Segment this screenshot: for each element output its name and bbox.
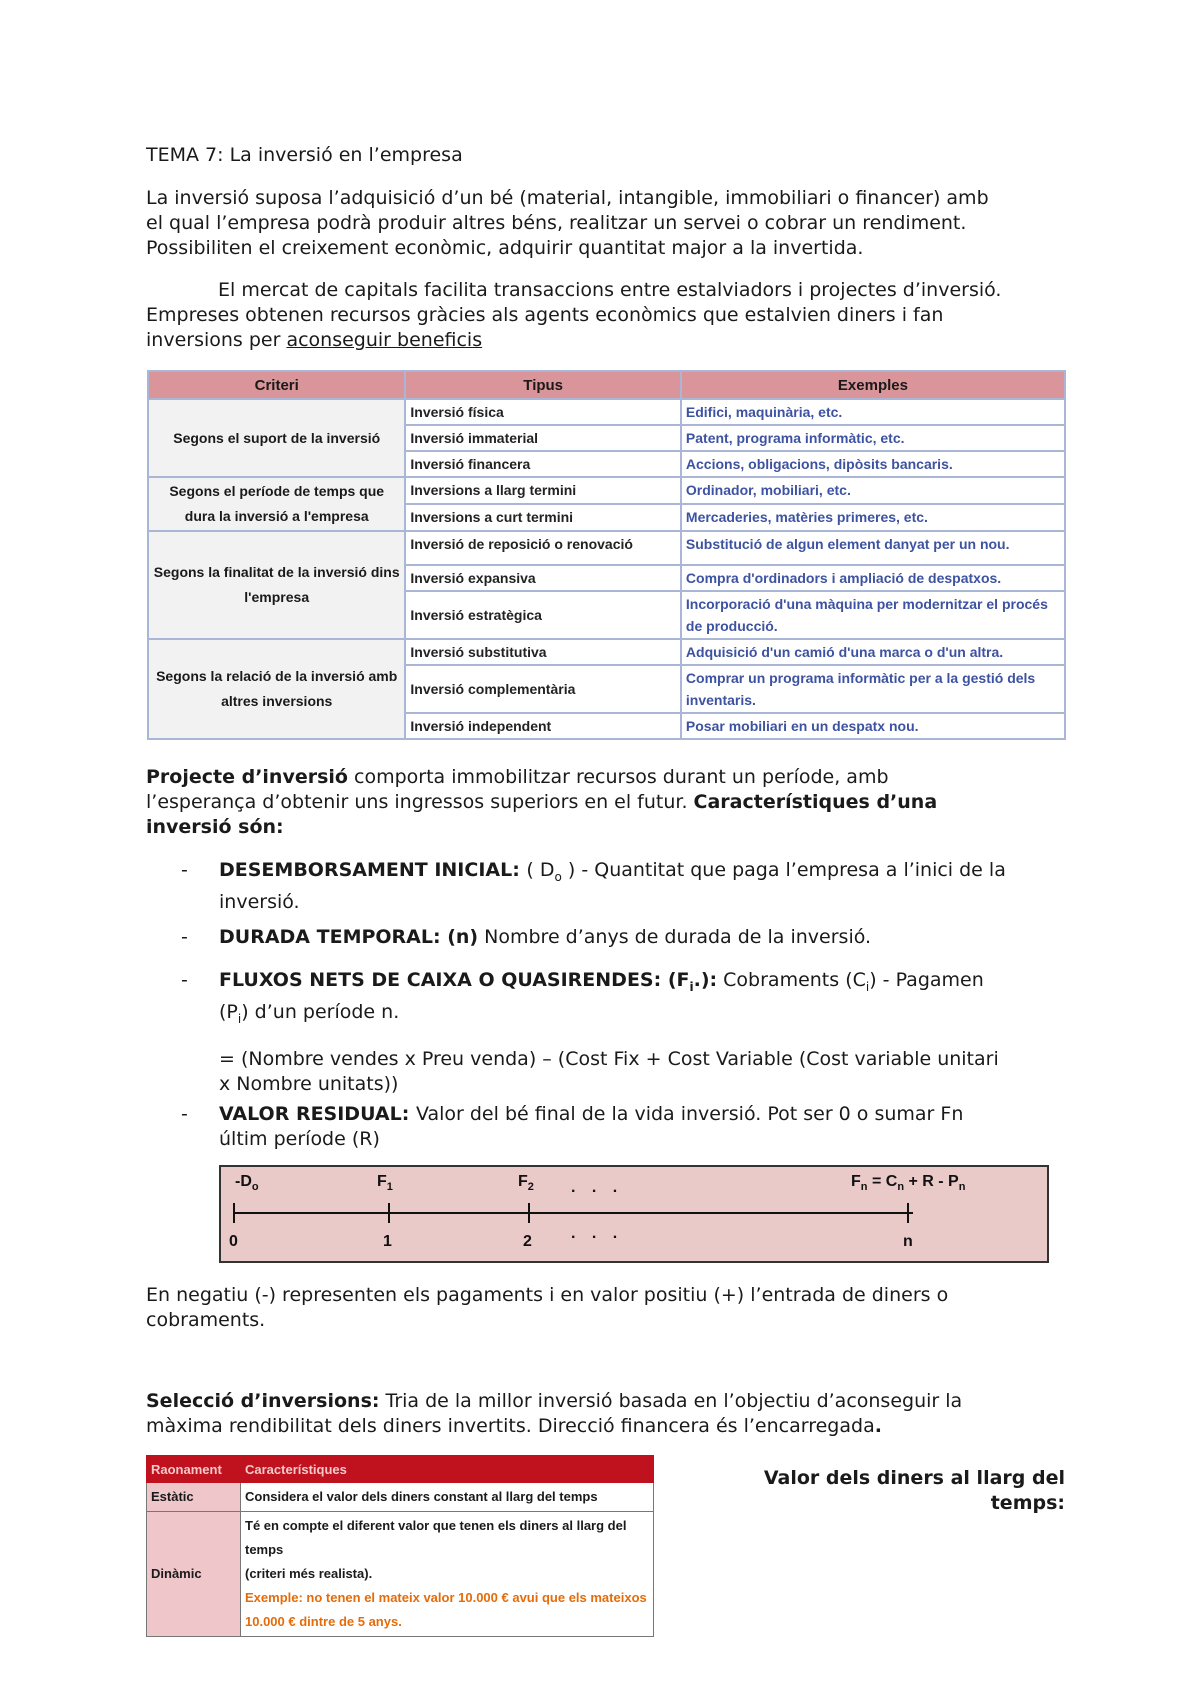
tipus-cell: Inversió física [405,399,680,425]
table-row [148,639,1065,665]
tipus-cell: Inversió immaterial [405,425,680,451]
valor-heading [720,1466,1065,1516]
bold-term: VALOR RESIDUAL: [219,1103,416,1125]
formula-line: = (Nombre vendes x Preu venda) – (Cost Fix + Cost Variable (Cost variable unitari [219,1047,999,1070]
tipus-cell: Inversió de reposició o renovació [405,531,680,565]
bullet-dash: - [181,969,188,991]
bullet-dash: - [181,1103,188,1125]
header-caracteristiques: Característiques [241,1456,654,1483]
list-item-desemborsament [219,858,1069,915]
raonament-table [146,1455,654,1637]
exemple-cell: Edifici, maquinària, etc. [681,399,1065,425]
underlined-text: aconseguir beneficis [286,329,483,351]
bold-term: DESEMBORSAMENT INICIAL: [219,859,527,881]
list-item-line [219,968,1069,1000]
list-item-durada [219,925,1069,950]
raonament-key: Estàtic [147,1483,241,1512]
subscript: o [251,1181,259,1194]
criteri-cell: Segons el període de temps que dura la inversió a l'empresa [148,477,405,531]
page-title: TEMA 7: La inversió en l’empresa [146,144,463,166]
seleccio-text: Tria de la millor inversió basada en l’objectiu d’aconseguir la [379,1390,963,1412]
item-text: ) - Pagamen [869,969,984,991]
valor-line: temps: [990,1492,1065,1514]
intro-line: La inversió suposa l’adquisició d’un bé (material, intangible, immobiliari o financer) amb [146,187,989,209]
exemple-cell: Substitució de algun element danyat per un nou. [681,531,1065,565]
header-tipus: Tipus [405,371,680,399]
list-item-line: inversió. [219,890,300,913]
intro-line: el qual l’empresa podrà produir altres béns, realitzar un servei o cobrar un rendiment. [146,212,967,234]
tipus-cell: Inversió estratègica [405,591,680,639]
intro-line: Empreses obtenen recursos gràcies als agents econòmics que estalvien diners i fan [146,304,944,326]
item-text: Nombre d’anys de durada de la inversió. [478,926,872,948]
item-text: Valor del bé final de la vida inversió. Pot ser 0 o sumar Fn [415,1103,964,1125]
seleccio-text: màxima rendibilitat dels diners invertits. Direcció financera és l’encarregada [146,1415,875,1437]
criteri-cell: Segons la relació de la inversió amb altres inversions [148,639,405,739]
negatiu-paragraph [146,1283,1066,1333]
exemple-cell: Comprar un programa informàtic per a la gestió dels inventaris. [681,665,1065,713]
list-item-fluxos [219,968,1069,1097]
valor-line: Valor dels diners al llarg del [763,1467,1065,1489]
raonament-key: Dinàmic [147,1512,241,1637]
exemple-cell: Adquisició d'un camió d'una marca o d'un altra. [681,639,1065,665]
negatiu-line: cobraments. [146,1309,266,1331]
bold-term: . [874,1415,882,1437]
timeline-period-n: n [903,1233,913,1250]
example-line: Exemple: no tenen el mateix valor 10.000 € avui que els mateixos [245,1590,647,1605]
timeline-period-1: 1 [383,1233,392,1250]
exemple-cell: Patent, programa informàtic, etc. [681,425,1065,451]
timeline-dots-top: . . . [571,1179,624,1196]
formula-line: x Nombre unitats)) [219,1072,399,1095]
table-row [148,399,1065,425]
timeline-period-2: 2 [523,1233,532,1250]
timeline-period-0: 0 [229,1233,238,1250]
tipus-cell: Inversió expansiva [405,565,680,591]
item-text: ) - Quantitat que paga l’empresa a l’inici de la [561,859,1006,881]
cash-flow-timeline [219,1165,1049,1263]
subscript: i [689,979,694,994]
bullet-dash: - [181,859,188,881]
value-line: Té en compte el diferent valor que tenen els diners al llarg del temps [245,1518,627,1557]
label-text: F [377,1173,387,1190]
table-row [147,1483,654,1512]
label-text: F [851,1173,861,1190]
raonament-value [241,1512,654,1637]
tipus-cell: Inversió independent [405,713,680,739]
list-item-line [219,1000,1069,1032]
tipus-cell: Inversió financera [405,451,680,477]
subscript: o [554,869,562,884]
timeline-label-f1 [377,1173,393,1193]
seleccio-line [146,1414,1066,1439]
intro-line: Possibiliten el creixement econòmic, adquirir quantitat major a la invertida. [146,237,864,259]
list-item-line [219,858,1069,890]
exemple-cell: Ordinador, mobiliari, etc. [681,477,1065,504]
item-text: Cobraments (C [717,969,866,991]
exemple-cell: Mercaderies, matèries primeres, etc. [681,504,1065,531]
tipus-cell: Inversió complementària [405,665,680,713]
bold-term: inversió són: [146,816,284,838]
tipus-cell: Inversió substitutiva [405,639,680,665]
seleccio-paragraph [146,1389,1066,1439]
criteri-cell: Segons el suport de la inversió [148,399,405,477]
example-line: 10.000 € dintre de 5 anys. [245,1614,402,1629]
header-raonament: Raonament [147,1456,241,1483]
projecte-line [146,765,1066,790]
timeline-label-d0 [235,1173,259,1193]
subscript: 2 [527,1181,534,1194]
item-text: (P [219,1000,238,1023]
table-row [148,531,1065,565]
bold-term: Selecció d’inversions: [146,1390,380,1412]
symbol-text: ( D [526,859,555,881]
subscript: n [958,1181,966,1194]
projecte-text: comporta immobilitzar recursos durant un període, amb [347,766,889,788]
tipus-cell: Inversions a curt termini [405,504,680,531]
subscript: n [897,1181,905,1194]
exemple-cell: Posar mobiliari en un despatx nou. [681,713,1065,739]
bold-term: .): [693,969,718,991]
bold-term: FLUXOS NETS DE CAIXA O QUASIRENDES: (F [219,969,690,991]
exemple-cell: Incorporació d'una màquina per modernitzar el procés de producció. [681,591,1065,639]
intro-paragraph-1 [146,186,1066,261]
table-header-row [148,371,1065,399]
intro-text: inversions per [146,329,287,351]
table-row [148,477,1065,504]
item-text: ) d’un període n. [241,1000,400,1023]
intro-line [146,328,1066,353]
table-header-row [147,1456,654,1483]
value-line: (criteri més realista). [245,1566,373,1581]
timeline-label-fn [851,1173,965,1193]
tipus-cell: Inversions a llarg termini [405,477,680,504]
raonament-value: Considera el valor dels diners constant al llarg del temps [241,1483,654,1512]
seleccio-line [146,1389,1066,1414]
timeline-dots-bottom: . . . [571,1225,624,1242]
list-item-line [219,1102,1069,1127]
list-item-valor-residual [219,1102,1069,1152]
header-exemples: Exemples [681,371,1065,399]
bold-term: Característiques d’una [693,791,938,813]
subscript: i [237,1011,242,1026]
subscript: 1 [386,1181,393,1194]
criteri-cell: Segons la finalitat de la inversió dins l'empresa [148,531,405,639]
negatiu-line: En negatiu (-) representen els pagaments i en valor positiu (+) l’entrada de diners o [146,1284,949,1306]
projecte-paragraph [146,765,1066,840]
bullet-dash: - [181,926,188,948]
timeline-label-f2 [518,1173,534,1193]
label-text: + R - P [904,1173,959,1190]
projecte-line [146,790,1066,815]
label-text: -D [235,1173,252,1190]
list-item-line: últim període (R) [219,1128,380,1150]
bold-term: DURADA TEMPORAL: (n) [219,926,479,948]
label-text: = C [867,1173,898,1190]
timeline-axis-line [233,1212,913,1214]
intro-paragraph-2 [146,278,1066,353]
label-text: F [518,1173,528,1190]
investment-types-table [147,370,1066,740]
subscript: i [865,979,870,994]
exemple-cell: Compra d'ordinadors i ampliació de despatxos. [681,565,1065,591]
projecte-text: l’esperança d’obtenir uns ingressos superiors en el futur. [146,791,694,813]
header-criteri: Criteri [148,371,405,399]
subscript: n [860,1181,868,1194]
table-row [147,1512,654,1637]
exemple-cell: Accions, obligacions, dipòsits bancaris. [681,451,1065,477]
intro-line: El mercat de capitals facilita transaccions entre estalviadors i projectes d’inversió. [218,279,1002,301]
bold-term: Projecte d’inversió [146,766,348,788]
